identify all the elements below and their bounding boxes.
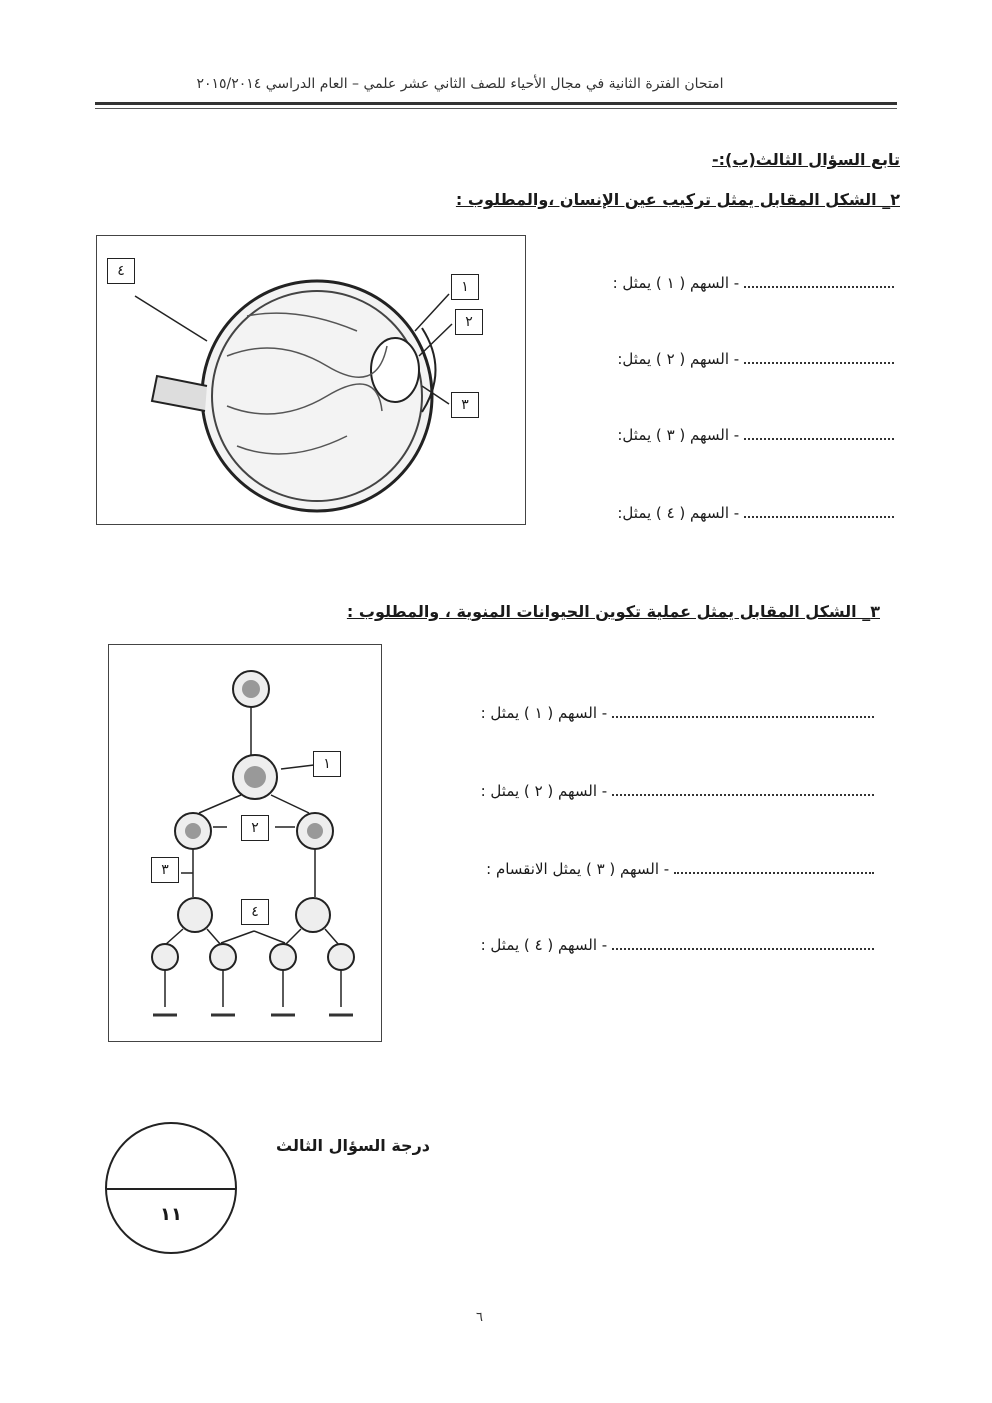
sperm-label-1: ١ [313, 751, 341, 777]
sperm-label-3: ٣ [151, 857, 179, 883]
answer-blank[interactable] [674, 858, 874, 874]
cell-nucleus [307, 823, 323, 839]
connector-line [285, 929, 301, 945]
connector-line [165, 929, 183, 945]
q3-line-1-label: - السهم ( ١ ) يمثل : [480, 704, 608, 722]
spermatogenesis-diagram [108, 644, 382, 1042]
q2-line-2-label: - السهم ( ٢ ) يمثل: [617, 350, 740, 368]
answer-blank[interactable] [744, 502, 894, 518]
spermatid-cell [270, 944, 296, 970]
q3-line-2-label: - السهم ( ٢ ) يمثل : [480, 782, 608, 800]
cell-nucleus [185, 823, 201, 839]
answer-blank[interactable] [612, 934, 874, 950]
spermatid-cell [210, 944, 236, 970]
exam-header-title: امتحان الفترة الثانية في مجال الأحياء للصف الثاني عشر علمي – العام الدراسي ٢٠١٥/٢٠١٤ [196, 76, 724, 92]
q3-answer-line-3[interactable] [486, 858, 874, 878]
eye-label-3: ٣ [451, 392, 479, 418]
eye-label-2: ٢ [455, 309, 483, 335]
answer-blank[interactable] [744, 272, 894, 288]
q3-heading: ٣_ الشكل المقابل يمثل عملية تكوين الحيوانات المنوية ، والمطلوب : [346, 602, 880, 621]
page-number: ٦ [476, 1310, 483, 1325]
eye-label-4: ٤ [107, 258, 135, 284]
cell-nucleus [244, 766, 266, 788]
arrow-1 [415, 294, 449, 331]
sperm-label-4: ٤ [241, 899, 269, 925]
lens [371, 338, 419, 402]
dividing-cell [296, 898, 330, 932]
eye-label-1: ١ [451, 274, 479, 300]
q2-answer-line-3[interactable] [617, 424, 894, 444]
arrow-1 [281, 765, 314, 769]
spermatid-cell [152, 944, 178, 970]
q2-line-1-label: - السهم ( ١ ) يمثل : [612, 274, 740, 292]
dividing-cell [178, 898, 212, 932]
answer-blank[interactable] [612, 702, 874, 718]
q3-line-3-label: - السهم ( ٣ ) يمثل الانقسام : [486, 860, 670, 878]
answer-blank[interactable] [744, 424, 894, 440]
cell-nucleus [242, 680, 260, 698]
spermatid-cell [328, 944, 354, 970]
score-circle [105, 1122, 237, 1254]
sperm-label-2: ٢ [241, 815, 269, 841]
q2-line-4-label: - السهم ( ٤ ) يمثل: [617, 504, 740, 522]
answer-blank[interactable] [612, 780, 874, 796]
q2-answer-line-1[interactable] [613, 272, 894, 292]
arrow-4 [254, 931, 285, 943]
q2-answer-line-2[interactable] [617, 348, 894, 368]
arrow-2 [419, 324, 452, 356]
connector-line [325, 929, 339, 945]
connector-line [207, 929, 221, 945]
spermatogenesis-drawing [109, 645, 381, 1041]
optic-nerve [152, 376, 207, 411]
section-continuation-heading: تابع السؤال الثالث(ب):- [712, 150, 900, 169]
arrow-4 [135, 296, 207, 341]
connector-line [199, 795, 241, 813]
q2-line-3-label: - السهم ( ٣ ) يمثل: [617, 426, 740, 444]
q2-answer-line-4[interactable] [617, 502, 894, 522]
score-label: درجة السؤال الثالث [276, 1136, 430, 1155]
q2-heading: ٢_ الشكل المقابل يمثل تركيب عين الإنسان ،والمطلوب : [455, 190, 900, 209]
q3-line-4-label: - السهم ( ٤ ) يمثل : [480, 936, 608, 954]
q3-answer-line-1[interactable] [481, 702, 874, 722]
q3-answer-line-2[interactable] [481, 780, 874, 800]
arrow-4 [221, 931, 254, 943]
header-rule-thick [95, 102, 897, 105]
connector-line [271, 795, 309, 813]
header-rule-thin [95, 108, 897, 109]
score-value: ١١ [160, 1204, 182, 1225]
eye-diagram [96, 235, 526, 525]
answer-blank[interactable] [744, 348, 894, 364]
q3-answer-line-4[interactable] [481, 934, 874, 954]
score-divider [107, 1188, 235, 1190]
